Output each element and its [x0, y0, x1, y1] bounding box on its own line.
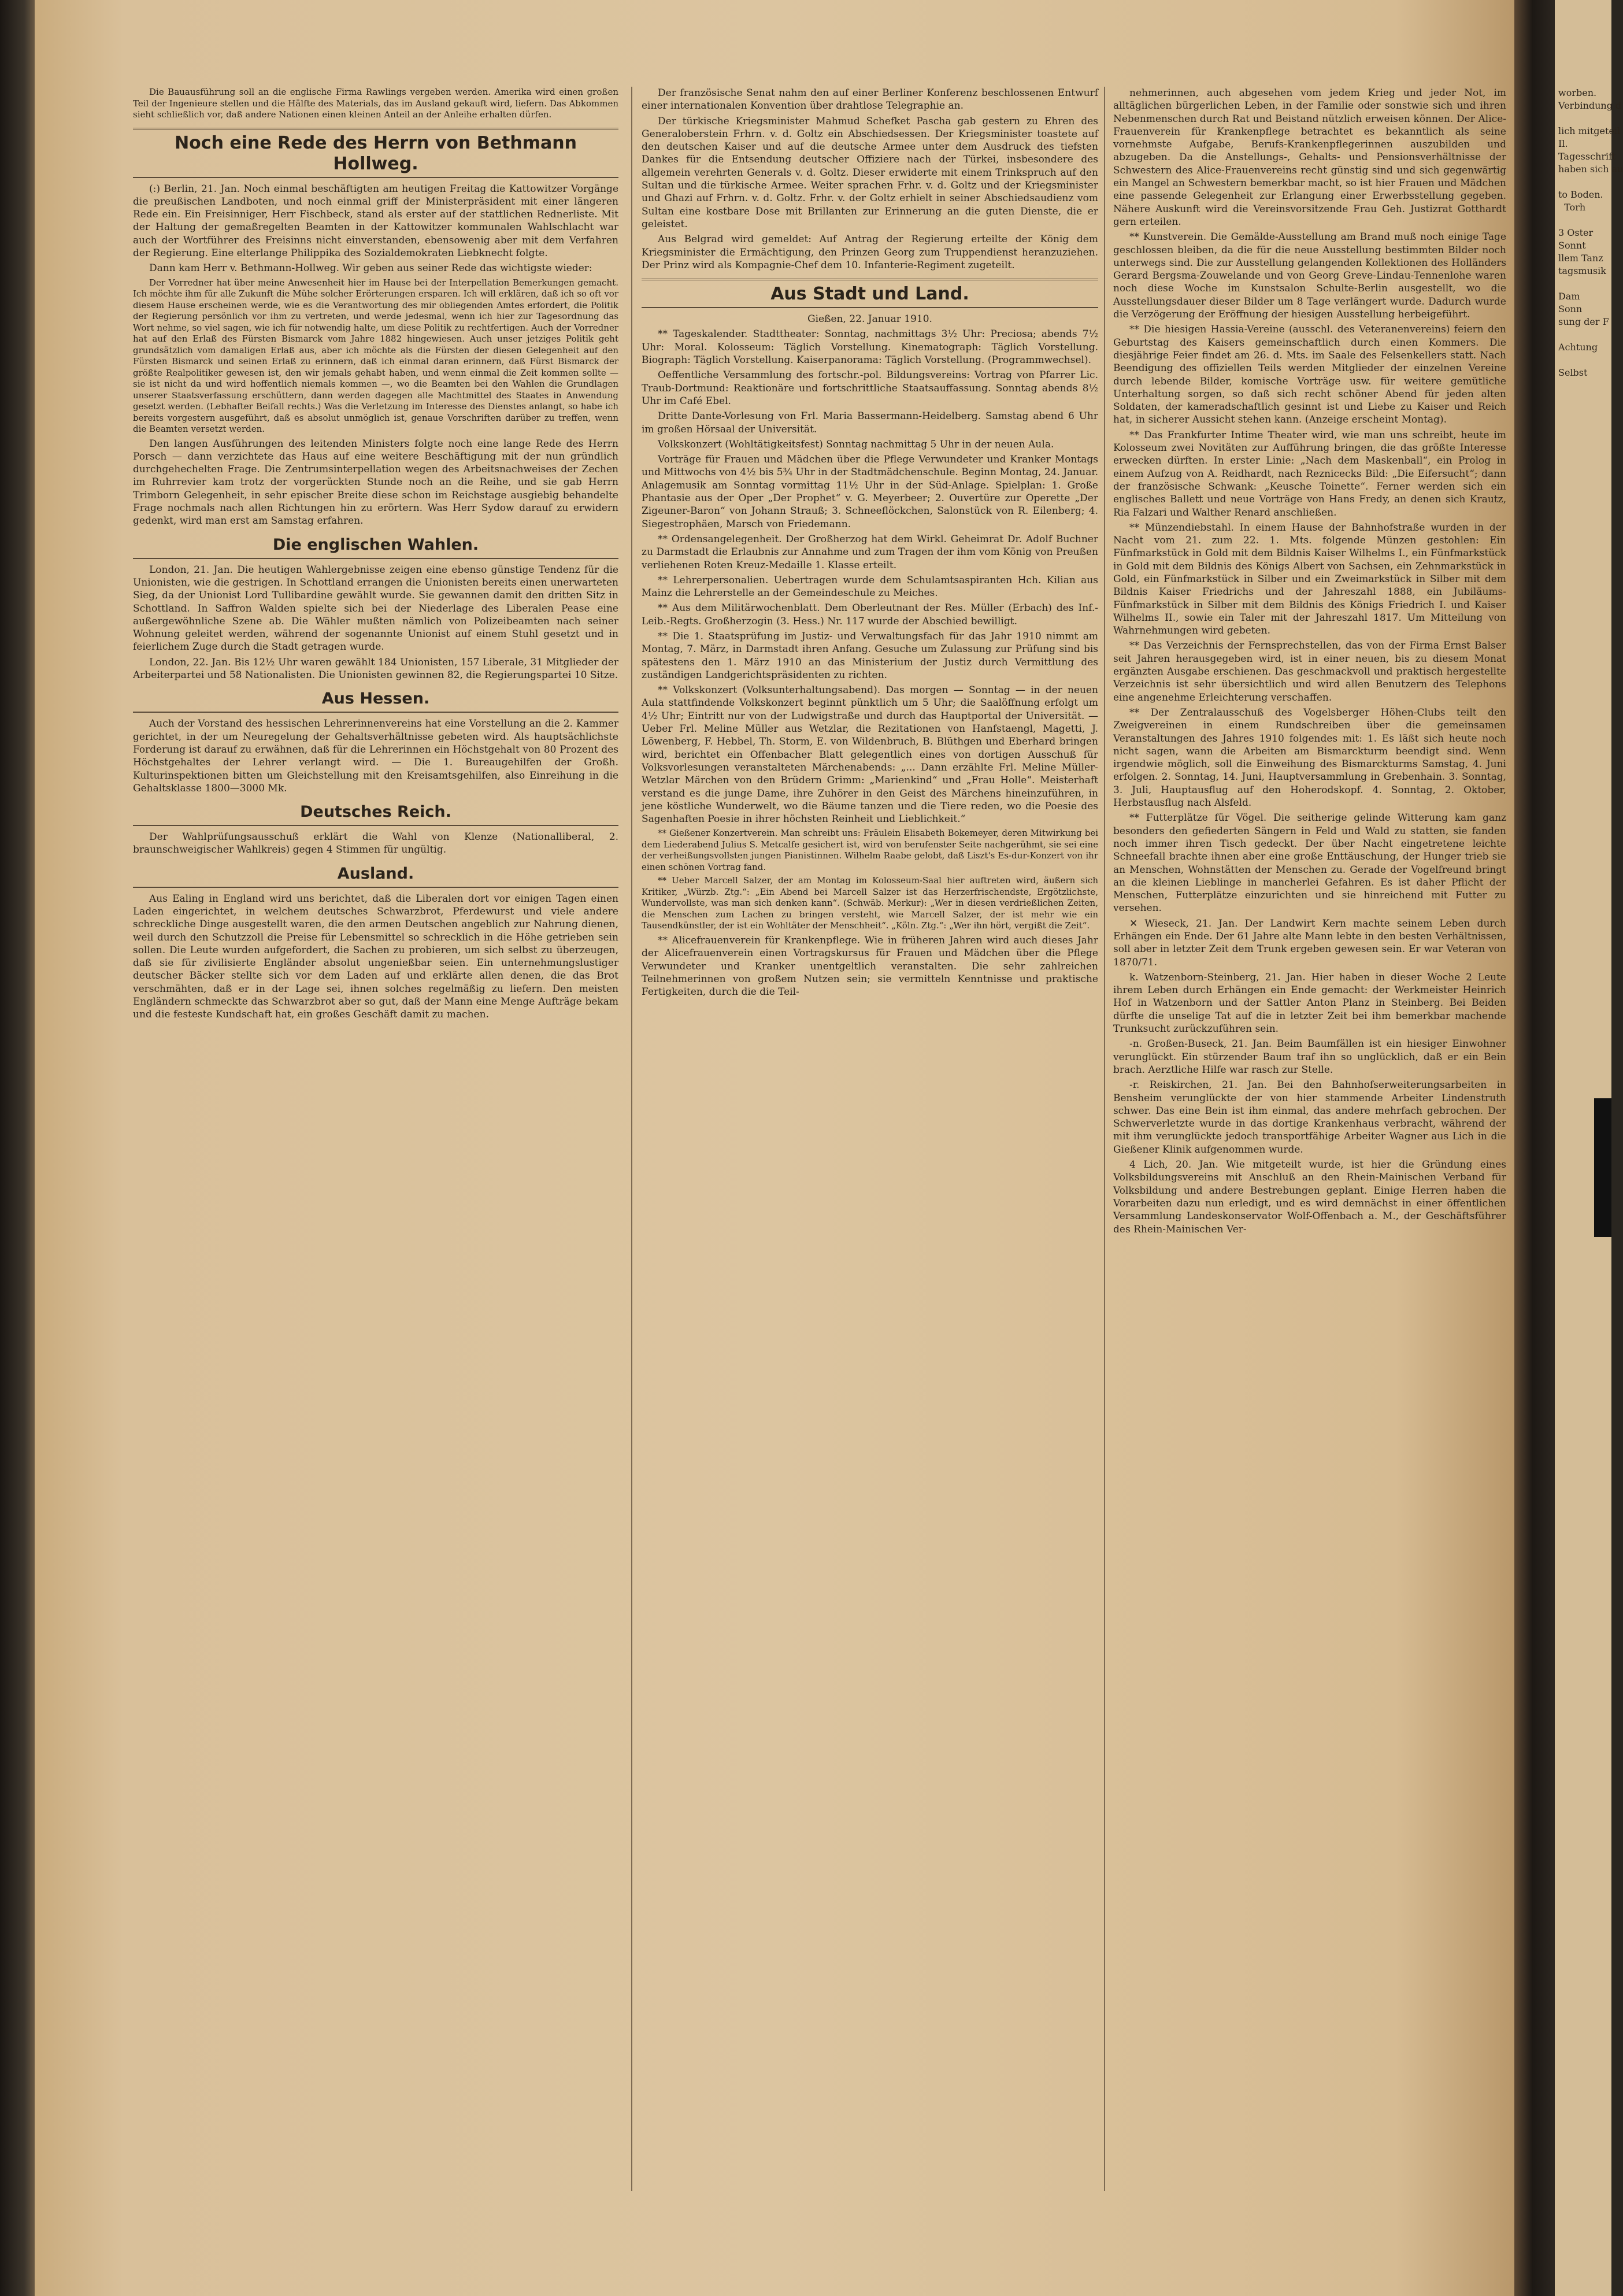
paragraph: (:) Berlin, 21. Jan. Noch einmal beschäftigten am heutigen Freitag die Kattowitzer Vorgänge die preußischen Landboten, und noch einmal griff der Ministerpräsident mit einer längeren Rede ein. Ein Freisinniger, Herr Fischbeck, stand als erster auf der stattlichen Rednerliste. Mit der Haltung der gemaßregelten Beamten in der Kattowitzer kommunalen Wahlschlacht war auch der Wortführer des Freisinns nicht einverstanden, ebensowenig aber mit dem Verfahren der Regierung. Eine elterlange Philippika des Sozialdemokraten Liebknecht folgte.: [133, 183, 618, 259]
paragraph: Aus Ealing in England wird uns berichtet, daß die Liberalen dort vor einigen Tagen einen Laden eingerichtet, in welchem deutsches Schwarzbrot, Pferdewurst und viele andere schreckliche Dinge ausgestellt waren, die den armen Deutschen angeblich zur Nahrung dienen, weil durch den Schutzzoll die Preise für Lebensmittel so schrecklich in die Höhe getrieben sein sollen. Die Leute wurden aufgefordert, die Sachen zu probieren, um sich selbst zu überzeugen, daß sie für zivilisierte Engländer absolut ungenießbar seien. Ein unternehmungslustiger deutscher Bäcker stellte sich vor dem Laden auf und erklärte allen denen, die das Brot verschmähten, daß er in der Lage sei, ihnen solches regelmäßig zu liefern. Den meisten Engländern schmeckte das Schwarzbrot aber so gut, daß der Mann eine Menge Aufträge bekam und die festeste Kundschaft hat, ein großes Geschäft damit zu machen.: [133, 893, 618, 1021]
paragraph: -r. Reiskirchen, 21. Jan. Bei den Bahnhofserweiterungsarbeiten in Bensheim verunglückte der von hier stammende Arbeiter Lindenstruth schwer. Das eine Bein ist ihm einmal, das andere mehrfach gebrochen. Der Schwerverletzte wurde in das dortige Krankenhaus verbracht, während der mit ihm verunglückte jedoch transportfähige Arbeiter Wagner aus Lich in die Gießener Klinik aufgenommen wurde.: [1113, 1079, 1506, 1156]
newspaper-page: [35, 0, 1514, 2296]
paragraph: ✕ Wieseck, 21. Jan. Der Landwirt Kern machte seinem Leben durch Erhängen ein Ende. Der 61 Jahre alte Mann lebte in den besten Verhältnissen, soll aber in letzter Zeit dem Trunk ergeben gewesen sein. Er war Veteran von 1870/71.: [1113, 917, 1506, 968]
paragraph: ** Die 1. Staatsprüfung im Justiz- und Verwaltungsfach für das Jahr 1910 nimmt am Montag, 7. März, in Darmstadt ihren Anfang. Gesuche um Zulassung zur Prüfung sind bis spätestens den 1. März 1910 an das Ministerium der Justiz durch Vermittlung des zuständigen Landgerichtspräsidenten zu richten.: [642, 630, 1098, 681]
column-2: [642, 87, 1098, 2191]
headline-stadt-und-land: Aus Stadt und Land.: [642, 279, 1098, 308]
paragraph: ** Die hiesigen Hassia-Vereine (ausschl. des Veteranenvereins) feiern den Geburtstag des Kaisers gemeinschaftlich durch einen Kommers. Die diesjährige Feier findet am 26. d. Mts. im Saale des Felsenkellers statt. Nach Beendigung des offiziellen Teils werden Mitglieder der einzelnen Vereine durch lebende Bilder, komische Vorträge usw. für weitere gemütliche Unterhaltung sorgen, so daß sich recht schöner Abend für jeden alten Soldaten, der kameradschaftlich gesinnt ist und Liebe zu Kaiser und Reich hat, in sicherer Aussicht stehen kann. (Anzeige erscheint Montag).: [1113, 324, 1506, 426]
paragraph: Vorträge für Frauen und Mädchen über die Pflege Verwundeter und Kranker Montags und Mittwochs von 4½ bis 5¾ Uhr in der Stadtmädchenschule. Beginn Montag, 24. Januar. Anlagemusik am Sonntag vormittag 11½ Uhr in der Süd-Anlage. Spielplan: 1. Große Phantasie aus der Oper „Der Prophet“ v. G. Meyerbeer; 2. Ouvertüre zur Operette „Der Zigeuner-Baron“ von Johann Strauß; 3. Schneeflöckchen, Salonstück von R. Eilenberg; 4. Siegestrophäen, Marsch von Friedemann.: [642, 454, 1098, 530]
paragraph: ** Aus dem Militärwochenblatt. Dem Oberleutnant der Res. Müller (Erbach) des Inf.-Leib.-Regts. Großherzogin (3. Hess.) Nr. 117 wurde der Abschied bewilligt.: [642, 602, 1098, 627]
dateline: Gießen, 22. Januar 1910.: [807, 313, 932, 325]
binding-gutter: [1514, 0, 1555, 2296]
column-rule: [631, 87, 632, 2191]
paragraph: Aus Belgrad wird gemeldet: Auf Antrag der Regierung erteilte der König dem Kriegsminister die Ermächtigung, den Prinzen Georg zum Truppendienst heranzuziehen. Der Prinz wird als Kompagnie-Chef dem 10. Infanterie-Regiment zugeteilt.: [642, 234, 1098, 271]
column-rule: [1104, 87, 1105, 2191]
paragraph: Der französische Senat nahm den auf einer Berliner Konferenz beschlossenen Entwurf einer internationalen Konvention über drahtlose Telegraphie an.: [642, 87, 1098, 112]
paragraph: ** Das Verzeichnis der Fernsprechstellen, das von der Firma Ernst Balser seit Jahren herausgegeben wird, ist in einer neuen, bis zu diesem Monat ergänzten Ausgabe erschienen. Das geschmackvoll und praktisch hergestellte Verzeichnis ist sehr übersichtlich und wird allen Benutzern des Telephons eine angenehme Erleichterung verschaffen.: [1113, 640, 1506, 703]
paragraph: Oeffentliche Versammlung des fortschr.-pol. Bildungsvereins: Vortrag von Pfarrer Lic. Traub-Dortmund: Reaktionäre und fortschrittliche Staatsauffassung. Sonntag abends 8½ Uhr im Café Ebel.: [642, 369, 1098, 407]
paragraph: Der türkische Kriegsminister Mahmud Schefket Pascha gab gestern zu Ehren des Generaloberstein Frhrn. v. d. Goltz ein Abschiedsessen. Der Kriegsminister toastete auf den deutschen Kaiser und auf die deutsche Armee unter dem Ausdruck des tiefsten Dankes für die Entsendung deutscher Offiziere nach der Türkei, insbesondere des allgemein verehrten Generals v. d. Goltz. Dieser erwiderte mit einem Trinkspruch auf den Sultan und die türkische Armee. Weiter sprachen Frhr. v. d. Goltz und der Kriegsminister und Ghazi auf Frhrn. v. d. Goltz. Frhr. v. der Goltz erhielt in seiner Abschiedsaudienz vom Sultan eine kostbare Dose mit Brillanten zur Erinnerung an die guten Dienste, die er geleistet.: [642, 115, 1098, 230]
paragraph: ** Gießener Konzertverein. Man schreibt uns: Fräulein Elisabeth Bokemeyer, deren Mitwirkung bei dem Liederabend Julius S. Metcalfe gesichert ist, wird von berufenster Seite nachgerühmt, sie sei eine der verheißungsvollsten jungen Pianistinnen. Wilhelm Raabe gelobt, daß Liszt's Es-dur-Konzert von ihr einen schönen Vortrag fand.: [642, 828, 1098, 872]
paragraph: ** Tageskalender. Stadttheater: Sonntag, nachmittags 3½ Uhr: Preciosa; abends 7½ Uhr: Moral. Kolosseum: Täglich Vorstellung. Kinematograph: Täglich Vorstellung. Biograph: Täglich Vorstellung. Kaiserpanorama: Täglich Vorstellung. (Programmwechsel).: [642, 328, 1098, 366]
paragraph: Der Vorredner hat über meine Anwesenheit hier im Hause bei der Interpellation Bemerkungen gemacht. Ich möchte ihm für alle Zukunft die Mühe solcher Erörterungen ersparen. Ich will erklären, daß ich so oft vor diesem Hause erscheinen werde, wie es die Verantwortung des mir obliegenden Amtes erfordert, die Politik der Regierung persönlich vor ihm zu vertreten, und werde jedesmal, wenn ich hier zur Tagesordnung das Wort nehme, so viel sagen, wie ich für notwendig halte, um diese Politik zu rechtfertigen. Auch der Vorredner hat auf den Erlaß des Fürsten Bismarck vom Jahre 1882 hingewiesen. Auch unser jetziges Politik geht grundsätzlich vom damaligen Erlaß aus, aber ich möchte als die Fürsten der diesen Gelegenheit auf den Fürsten Bismarck und seinen Erlaß zu erinnern, daß ich einmal daran erinnern, daß Fürst Bismarck der größte Realpolitiker gewesen ist, den wir jemals gehabt haben, und wenn einmal die Zeit kommen sollte — sie ist nicht da und wird hoffentlich niemals kommen —, wo die Beamten bei den Wahlen die Grundlagen unserer Staatsverfassung erschüttern, dann werden dagegen alle Machtmittel des Staates in Anwendung gesetzt werden. (Lebhafter Beifall rechts.) Was die Verletzung im Interesse des Dienstes anlangt, so habe ich bereits vorgestern ausgeführt, daß es absolut unmöglich ist, genaue Vorschriften darüber zu treffen, wenn die Beamten versetzt werden.: [133, 277, 618, 435]
paragraph: ** Der Zentralausschuß des Vogelsberger Höhen-Clubs teilt den Zweigvereinen in einem Rundschreiben über die gemeinsamen Veranstaltungen des Jahres 1910 folgendes mit: 1. Es läßt sich heute noch nicht sagen, wann die Arbeiten am Bismarckturm beendigt sind. Wenn irgendwie möglich, soll die Einweihung des Bismarckturms Samstag, 4. Juni erfolgen. 2. Sonntag, 14. Juni, Hauptversammlung in Grebenhain. 3. Sonntag, 3. Juli, Hauptausflug auf den Hoherodskopf. 4. Sonntag, 2. Oktober, Herbstausflug nach Alsfeld.: [1113, 706, 1506, 809]
paragraph: Der Wahlprüfungsausschuß erklärt die Wahl von Klenze (Nationalliberal, 2. braunschweigischer Wahlkreis) gegen 4 Stimmen für ungültig.: [133, 831, 618, 856]
ad-block-dark: [1594, 1098, 1611, 1237]
binding-edge-left: [0, 0, 35, 2296]
paragraph: ** Lehrerpersonalien. Uebertragen wurde dem Schulamtsaspiranten Hch. Kilian aus Mainz die Lehrerstelle an der Gemeindeschule zu Meiches.: [642, 574, 1098, 599]
paragraph: ** Ueber Marcell Salzer, der am Montag im Kolosseum-Saal hier auftreten wird, äußern sich Kritiker, „Würzb. Ztg.“: „Ein Abend bei Marcell Salzer ist das Herzerfrischendste, Ergötzlichste, Wundervollste, was man sich denken kann“. (Schwäb. Merkur): „Wer in diesen verdrießlichen Zeiten, die Menschen zum Lachen zu bringen versteht, wie Marcell Salzer, der ist mehr wie ein Tausendkünstler, der ist ein Wohltäter der Menschheit“. „Köln. Ztg.“: „Wer ihn hört, vergißt die Zeit“.: [642, 875, 1098, 931]
paragraph: ** Alicefrauenverein für Krankenpflege. Wie in früheren Jahren wird auch dieses Jahr der Alicefrauenverein einen Vortragskursus für Frauen und Mädchen über die Pflege Verwundeter und Kranker unentgeltlich veranstalten. Die sehr zahlreichen Teilnehmerinnen von großem Nutzen sein; sie vermitteln Kenntnisse und praktische Fertigkeiten, durch die die Teil-: [642, 934, 1098, 998]
paragraph: ** Futterplätze für Vögel. Die seitherige gelinde Witterung kam ganz besonders den gefiederten Sängern in Feld und Wald zu statten, sie fanden noch immer ihren Tisch gedeckt. Der über Nacht eingetretene leichte Schneefall brachte ihnen aber eine große Enttäuschung, der Hunger trieb sie an Menschen, Wohnstätten der Menschen zu. Gerade der Vogelfreund bringt an die kleinen Lieblinge in mancherlei Gefahren. Es ist daher Pflicht der Menschen, Futterplätze einzurichten und sie hinreichend mit Futter zu versehen.: [1113, 812, 1506, 914]
paragraph: Auch der Vorstand des hessischen Lehrerinnenvereins hat eine Vorstellung an die 2. Kammer gerichtet, in der um Neuregelung der Gehaltsverhältnisse gebeten wird. Als hauptsächlichste Forderung ist darauf zu erwähnen, daß für die Lehrerinnen ein Höchstgehalt von 80 Prozent des Höchstgehaltes der Lehrer verlangt wird. — Die 1. Bureaugehilfen der Großh. Kulturinspektionen bitten um Gleichstellung mit den Kreisamtsgehilfen, also Einreihung in die Gehaltsklasse 1800—3000 Mk.: [133, 718, 618, 794]
paragraph: Den langen Ausführungen des leitenden Ministers folgte noch eine lange Rede des Herrn Porsch — dann verzichtete das Haus auf eine weitere Beschäftigung mit der nun gründlich durchgehechelten Frage. Die Zentrumsinterpellation wegen des Arbeitsnachweises der Zechen im Ruhrrevier kam trotz der vorgerückten Stunde noch an die Reihe, und sie gab Herrn Trimborn Gelegenheit, in sehr epischer Breite diese schon im Reichstage ausgiebig behandelte Frage nochmals nach allen Richtungen hin zu erörtern. Was Herr Sydow darauf zu erwidern gedenkt, wird man erst am Samstag erfahren.: [133, 438, 618, 527]
paragraph: ** Kunstverein. Die Gemälde-Ausstellung am Brand muß noch einige Tage geschlossen bleiben, da die für die neue Ausstellung bestimmten Bilder noch unterwegs sind. Die zur Ausstellung gelangenden Kollektionen des Holländers Gerard Bergsma-Zouwelande und von Georg Greve-Lindau-Tennenlohe waren noch diese Woche im Kunstsalon Schulte-Berlin ausgestellt, wo die Ausstellungsdauer dieser Bilder um 8 Tage verlängert wurde. Dadurch wurde die Verzögerung der Eröffnung der hiesigen Ausstellung herbeigeführt.: [1113, 231, 1506, 321]
paragraph: ** Ordensangelegenheit. Der Großherzog hat dem Wirkl. Geheimrat Dr. Adolf Buchner zu Darmstadt die Erlaubnis zur Annahme und zum Tragen der ihm vom König von Preußen verliehenen Roten Kreuz-Medaille 1. Klasse erteilt.: [642, 533, 1098, 571]
headline-ausland: Ausland.: [133, 864, 618, 888]
column-3: [1113, 87, 1506, 2191]
headline-aus-hessen: Aus Hessen.: [133, 688, 618, 713]
paragraph: ** Münzendiebstahl. In einem Hause der Bahnhofstraße wurden in der Nacht vom 21. zum 22. 1. Mts. folgende Münzen gestohlen: Ein Fünfmarkstück in Gold mit dem Bildnis Kaiser Wilhelms I., ein Fünfmarkstück in Gold mit dem Bildnis des Königs Albert von Sachsen, ein Zehnmarkstück in Gold, ein Fünfmarkstück in Silber und ein Zweimarkstück in Silber mit dem Bildnis Kaiser Friedrichs und der Jahreszahl 1888, ein Jubiläums-Fünfmarkstück in Silber mit dem Bildnis des Königs Friedrich I. und Kaiser Wilhelms II., sowie ein Taler mit der Jahreszahl 1817. Um Mitteilung von Wahrnehmungen wird gebeten.: [1113, 521, 1506, 637]
paragraph: Dritte Dante-Vorlesung von Frl. Maria Bassermann-Heidelberg. Samstag abend 6 Uhr im großen Hörsaal der Universität.: [642, 410, 1098, 435]
article-intro: Die Bauausführung soll an die englische Firma Rawlings vergeben werden. Amerika wird einen großen Teil der Ingenieure stellen und die Hälfte des Materials, das im Ausland gekauft wird, liefern. Das Abkommen sieht schließlich vor, daß andere Nationen einen kleinen Anteil an der Anleihe erhalten dürfen.: [133, 87, 618, 120]
headline-bethmann: Noch eine Rede des Herrn von Bethmann Hollweg.: [133, 128, 618, 178]
paragraph: ** Das Frankfurter Intime Theater wird, wie man uns schreibt, heute im Kolosseum zwei Novitäten zur Aufführung bringen, die das größte Interesse erwecken dürften. In erster Linie: „Nach dem Maskenball“, ein Prolog in einem Aufzug von A. Reidhardt, nach Reznicecks Bild: „Die Eifersucht“; dann der französische Schwank: „Keusche Toinette“. Ferner werden sich ein englisches Ballett und neue Vorträge von Hans Fredy, an denen sich Krautz, Ria Falzari und Walther Renard anschließen.: [1113, 429, 1506, 519]
headline-english-elections: Die englischen Wahlen.: [133, 535, 618, 559]
headline-deutsches-reich: Deutsches Reich.: [133, 802, 618, 826]
paragraph: London, 21. Jan. Die heutigen Wahlergebnisse zeigen eine ebenso günstige Tendenz für die Unionisten, wie die gestrigen. In Schottland errangen die Unionisten bereits einen unerwarteten Sieg, da der Unionist Lord Tullibardine gewählt wurde. Sie gewannen damit den dritten Sitz in Schottland. In Saffron Walden spielte sich bei der Niederlage des Liberalen Pease eine außergewöhnliche Szene ab. Die Wähler mußten nämlich von Polizeibeamten nach seiner Wohnung geleitet werden, während der sogenannte Unionist auf einem Stuhl gesetzt und in feierlichem Zuge durch die Stadt getragen wurde.: [133, 564, 618, 653]
paragraph: London, 22. Jan. Bis 12½ Uhr waren gewählt 184 Unionisten, 157 Liberale, 31 Mitglieder der Arbeiterpartei und 58 Nationalisten. Die Unionisten gewinnen 82, die Regierungspartei 10 Sitze.: [133, 656, 618, 682]
adjacent-page-text: worben. Verbindung d lich mitgeteil Il. Tagesschrift haben sich au to Boden. Torh 3 Oster Sonnt llem Tanz tagsmusik Dam Sonn sung der F Achtung Selbst: [1558, 87, 1623, 378]
paragraph: -n. Großen-Buseck, 21. Jan. Beim Baumfällen ist ein hiesiger Einwohner verunglückt. Ein stürzender Baum traf ihn so unglücklich, daß er ein Bein brach. Aerztliche Hilfe war rasch zur Stelle.: [1113, 1038, 1506, 1076]
adjacent-page-fragment: [1555, 0, 1623, 2296]
paragraph: nehmerinnen, auch abgesehen vom jedem Krieg und jeder Not, im alltäglichen bürgerlichen Leben, in der Familie oder sonstwie sich und ihren Nebenmenschen durch Rat und Beistand nützlich erweisen können. Der Alice-Frauenverein für Krankenpflege betrachtet es bekanntlich als seine vornehmste Aufgabe, Berufs-Krankenpflegerinnen auszubilden und abzugeben. Da die Anstellungs-, Gehalts- und Pensionsverhältnisse der Schwestern des Alice-Frauenvereins recht günstig sind und sich gegenwärtig ein Mangel an Schwestern bemerkbar macht, so ist hier Frauen und Mädchen eine passende Gelegenheit zur Erlangung einer Erwerbsstellung gegeben. Nähere Auskunft wird die Vereinsvorsitzende Frau Geh. Justizrat Gotthardt gern erteilen.: [1113, 87, 1506, 228]
paragraph: Volkskonzert (Wohltätigkeitsfest) Sonntag nachmittag 5 Uhr in der neuen Aula.: [658, 438, 1054, 450]
paragraph: ** Volkskonzert (Volksunterhaltungsabend). Das morgen — Sonntag — in der neuen Aula stattfindende Volkskonzert beginnt pünktlich um 5 Uhr; die Saalöffnung erfolgt um 4½ Uhr; Eintritt nur von der Ludwigstraße und durch das Hauptportal der Universität. — Ueber Frl. Meline Müller aus Wetzlar, die Rezitationen von Hanfstaengl, Magetti, J. Löwenberg, F. Hebbel, Th. Storm, E. von Wildenbruch, B. Blüthgen und Eberhard bringen wird, berichtet ein Offenbacher Blatt gelegentlich eines von dortigen Ausschuß für Volksvorlesungen veranstalteten Märchenabends: „... Dann erzählte Frl. Meline Müller-Wetzlar Märchen von den Brüdern Grimm: „Marienkind“ und „Frau Holle“. Meisterhaft verstand es die junge Dame, ihre Zuhörer in den Geist des Märchens hineinzuführen, in jene köstliche Wunderwelt, wo die Bäume tanzen und die Tiere reden, wo die Poesie des Sagenhaften Poesie in ihrer höchsten Reinheit und Lieblichkeit.“: [642, 684, 1098, 825]
column-1: [133, 87, 618, 2191]
paragraph: Dann kam Herr v. Bethmann-Hollweg. Wir geben aus seiner Rede das wichtigste wieder:: [149, 262, 592, 275]
paragraph: 4 Lich, 20. Jan. Wie mitgeteilt wurde, ist hier die Gründung eines Volksbildungsvereins mit Anschluß an den Rhein-Mainischen Verband für Volksbildung und andere Bestrebungen geplant. Einige Herren haben die Vorarbeiten dazu nun erledigt, und es wird demnächst in einer öffentlichen Versammlung Landeskonservator Wolf-Offenbach a. M., der Geschäftsführer des Rhein-Mainischen Ver-: [1113, 1159, 1506, 1235]
paragraph: k. Watzenborn-Steinberg, 21. Jan. Hier haben in dieser Woche 2 Leute ihrem Leben durch Erhängen ein Ende gemacht: der Werkmeister Heinrich Hof in Watzenborn und der Sattler Anton Planz in Steinberg. Bei Beiden dürfte die unselige Tat auf die in letzter Zeit bei ihm bemerkbar machende Trunksucht zurückzuführen sein.: [1113, 971, 1506, 1035]
